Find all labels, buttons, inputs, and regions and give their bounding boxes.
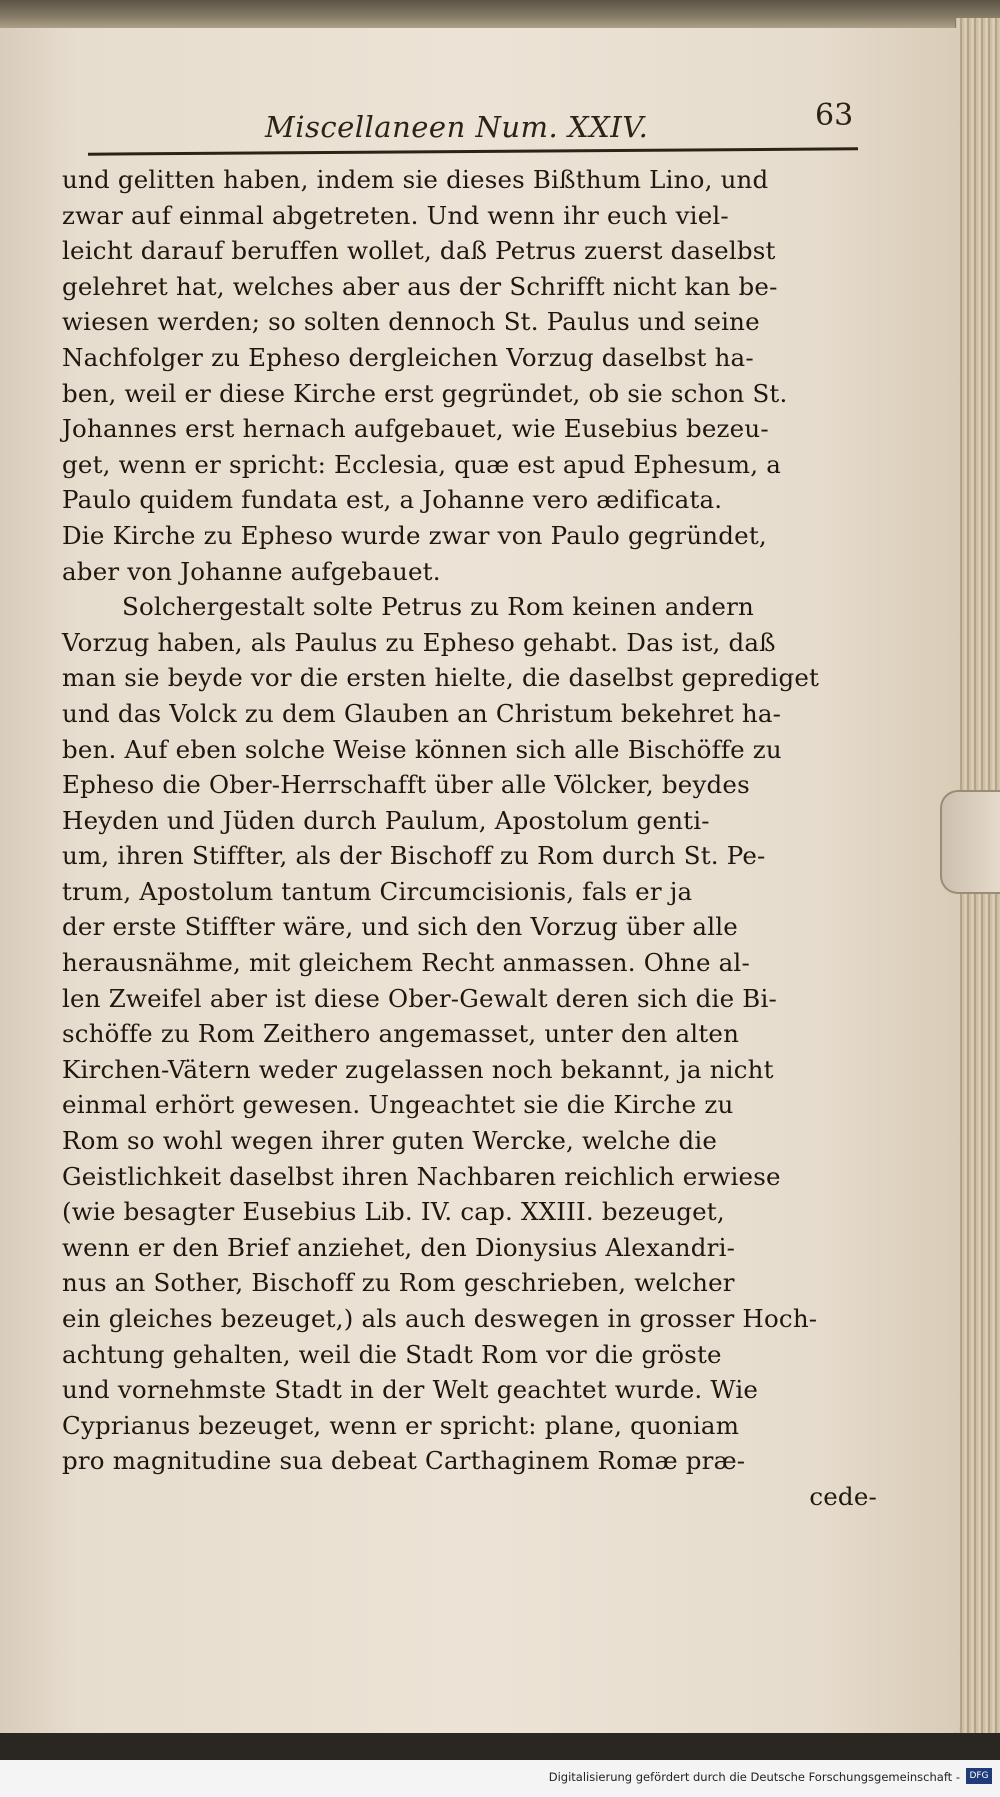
text-line: trum, Apostolum tantum Circumcisionis, fals er ja [62, 876, 693, 906]
text-line: Nachfolger zu Epheso dergleichen Vorzug daselbst ha- [62, 342, 754, 372]
text-line: man sie beyde vor die ersten hielte, die daselbst geprediget [62, 663, 820, 693]
digitization-footer [0, 1760, 1000, 1797]
text-line: schöffe zu Rom Zeithero angemasset, unter den alten [62, 1019, 740, 1049]
text-line: herausnähme, mit gleichem Recht anmassen. Ohne al- [62, 948, 750, 978]
text-line: gelehret hat, welches aber aus der Schrifft nicht kan be- [62, 271, 778, 301]
running-title: Miscellaneen Num. XXIV. [265, 110, 649, 144]
text-line: get, wenn er spricht: Ecclesia, quæ est apud Ephesum, a [62, 449, 781, 479]
text-line: zwar auf einmal abgetreten. Und wenn ihr euch viel- [62, 200, 729, 230]
text-line: Kirchen-Vätern weder zugelassen noch bekannt, ja nicht [62, 1054, 774, 1084]
text-line: ben. Auf eben solche Weise können sich alle Bischöffe zu [62, 734, 782, 764]
text-line: Solchergestalt solte Petrus zu Rom keinen andern [122, 592, 755, 622]
text-line: und gelitten haben, indem sie dieses Bißthum Lino, und [62, 165, 769, 194]
text-line: (wie besagter Eusebius Lib. IV. cap. XXIII. bezeuget, [62, 1197, 725, 1227]
text-line: und vornehmste Stadt in der Welt geachtet wurde. Wie [62, 1375, 759, 1405]
scan-background-top [0, 0, 1000, 30]
text-line: und das Volck zu dem Glauben an Christum bekehret ha- [62, 698, 782, 728]
text-line: Johannes erst hernach aufgebauet, wie Eusebius bezeu- [62, 414, 769, 444]
text-line: Paulo quidem fundata est, a Johanne vero ædificata. [62, 485, 723, 515]
text-line: einmal erhört gewesen. Ungeachtet sie die Kirche zu [62, 1090, 734, 1120]
text-line: wiesen werden; so solten dennoch St. Paulus und seine [62, 307, 760, 337]
text-line: Geistlichkeit daselbst ihren Nachbaren reichlich erwiese [62, 1161, 781, 1191]
text-line: Rom so wohl wegen ihrer guten Wercke, welche die [62, 1126, 718, 1156]
text-line: um, ihren Stiffter, als der Bischoff zu Rom durch St. Pe- [62, 841, 766, 871]
text-line: wenn er den Brief anziehet, den Dionysius Alexandri- [62, 1232, 736, 1262]
text-line: der erste Stiffter wäre, und sich den Vorzug über alle [62, 912, 738, 942]
text-line: len Zweifel aber ist diese Ober-Gewalt deren sich die Bi- [62, 983, 777, 1013]
text-line: Heyden und Jüden durch Paulum, Apostolum genti- [62, 805, 710, 835]
dfg-logo: DFG [966, 1768, 992, 1784]
page-header [0, 90, 960, 150]
catchword: cede- [809, 1481, 877, 1511]
text-line: aber von Johanne aufgebauet. [62, 556, 441, 586]
text-line: Die Kirche zu Epheso wurde zwar von Paulo gegründet, [62, 520, 767, 550]
body-text [62, 162, 892, 1515]
page-number: 63 [815, 98, 854, 133]
text-line: Cyprianus bezeuget, wenn er spricht: plane, quoniam [62, 1410, 740, 1440]
bookmark-tab [940, 790, 1000, 894]
text-line: ben, weil er diese Kirche erst gegründet, ob sie schon St. [62, 378, 788, 408]
text-line: leicht darauf beruffen wollet, daß Petrus zuerst daselbst [62, 236, 776, 266]
text-line: Epheso die Ober-Herrschafft über alle Völcker, beydes [62, 770, 750, 800]
text-line: achtung gehalten, weil die Stadt Rom vor die gröste [62, 1339, 722, 1369]
text-line: Vorzug haben, als Paulus zu Epheso gehabt. Das ist, daß [62, 627, 776, 657]
funding-notice: Digitalisierung gefördert durch die Deutsche Forschungsgemeinschaft - [548, 1770, 960, 1784]
text-line: pro magnitudine sua debeat Carthaginem Romæ præ- [62, 1446, 746, 1476]
text-line: ein gleiches bezeuget,) als auch deswegen in grosser Hoch- [62, 1304, 818, 1333]
text-line: nus an Sother, Bischoff zu Rom geschrieben, welcher [62, 1268, 735, 1298]
